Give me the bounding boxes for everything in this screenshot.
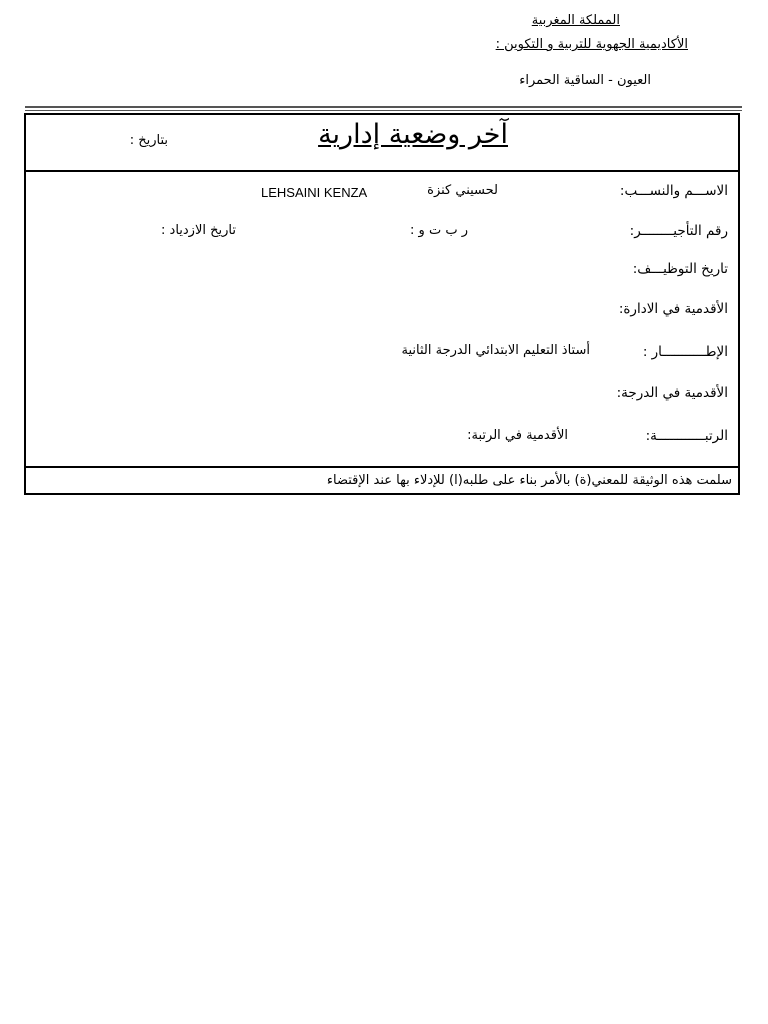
title-separator: [26, 170, 738, 172]
frame-label: الإطـــــــــــار :: [642, 344, 728, 360]
header-divider: [25, 106, 742, 108]
header-kingdom: المملكة المغربية: [531, 13, 620, 28]
rank-label: الرتبــــــــــــة:: [645, 428, 728, 444]
name-label: الاســـم والنســـب:: [619, 183, 728, 199]
name-arabic: لحسيني كنزة: [427, 183, 498, 198]
date-label: بتاريخ :: [129, 133, 168, 148]
header-divider-thin: [25, 110, 742, 111]
seniority-rank-label: الأقدمية في الرتبة:: [467, 428, 568, 443]
seniority-admin-label: الأقدمية في الادارة:: [618, 301, 728, 317]
hire-date-label: تاريخ التوظيـــف:: [632, 261, 728, 277]
frame-value: أستاذ التعليم الابتدائي الدرجة الثانية: [401, 343, 590, 358]
name-latin: LEHSAINI KENZA: [261, 185, 368, 200]
birth-date-label: تاريخ الازدياد :: [161, 223, 236, 238]
header-academy: الأكاديمية الجهوية للتربية و التكوين :: [495, 37, 688, 52]
payroll-value: ر ب ت و :: [410, 223, 468, 238]
payroll-label: رقم التأجيــــــــر:: [629, 223, 728, 239]
header-region: العيون - الساقية الحمراء: [519, 73, 651, 88]
footer-separator: [26, 466, 738, 468]
seniority-grade-label: الأقدمية في الدرجة:: [616, 385, 728, 401]
footer-note: سلمت هذه الوثيقة للمعني(ة) بالأمر بناء على طلبه(ا) للإدلاء بها عند الإقتضاء: [326, 473, 732, 488]
document-title: آخر وضعية إدارية: [318, 119, 508, 150]
document-frame: [24, 113, 740, 495]
